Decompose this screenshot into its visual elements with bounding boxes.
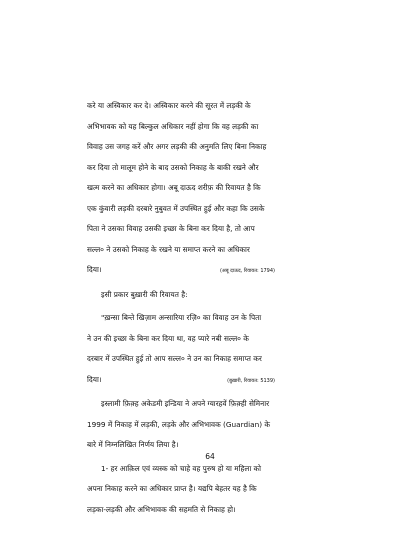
text-line: इस्लामी फ़िक़्ह अकेडमी इन्डिया ने अपने ग्यारहवें फ़िक़्ही सेमिनार bbox=[101, 399, 270, 408]
text-line: लड़का-लड़की और अभिभावक की सहमति से निकाह हो। bbox=[87, 504, 236, 514]
text-line: "ख़न्सा बिन्ते खिज़ाम अन्सारिया रज़ि० का विवाह उन के पिता bbox=[101, 313, 262, 322]
text-line: करे या अस्विकार कर दे। अस्विकार करने की सूरत में लड़की के bbox=[87, 101, 251, 110]
text-line: खत्म करने का अधिकार होगा। अबू दाऊद शरीफ़ की रिवायत है कि bbox=[87, 183, 261, 192]
paragraph-3-quote bbox=[87, 308, 337, 391]
text-line: बारे में निम्नलिखित निर्णय लिया है। bbox=[87, 440, 179, 449]
paragraph-2 bbox=[87, 285, 337, 306]
citation-reference: (अबू दाऊद, रिवायत: 1794) bbox=[219, 268, 275, 274]
text-line: दरबार में उपस्थित हुई तो आप सल्ल० ने उन का निकाह समाप्त कर bbox=[87, 354, 262, 363]
text-line-with-citation bbox=[87, 370, 337, 392]
text-line: इसी प्रकार बुख़ारी की रिवायत है: bbox=[101, 289, 188, 299]
text-line: 1- हर आक़िल एवं व्यस्क को चाहे वह पुरुष हो या महिला को bbox=[101, 463, 262, 473]
text-line-end: दिया। bbox=[87, 374, 102, 384]
text-line: अभिभावक को यह बिल्कुल अधिकार नहीं होगा कि वह लड़की का bbox=[87, 121, 259, 131]
paragraph-4 bbox=[87, 394, 337, 456]
paragraph-5 bbox=[87, 459, 337, 521]
text-line: ने उन की इच्छा के बिना कर दिया था, वह प्यारे नबी सल्ल० के bbox=[87, 333, 249, 343]
text-line: अपना निकाह करने का अधिकार प्राप्त है। यद्यपि बेहतर यह है कि bbox=[87, 484, 257, 493]
text-line: एक कुंवारी लड़की दरबारे नुबुवत में उपस्थित हुई और कहा कि उसके bbox=[87, 203, 265, 213]
citation-reference: (बुख़ारी, रिवायत: 5139) bbox=[227, 377, 275, 384]
text-line: कर दिया तो मालूम होने के बाद उसको निकाह के बाकी रखने और bbox=[87, 162, 259, 172]
paragraph-1 bbox=[87, 96, 337, 282]
page-number: 64 bbox=[205, 452, 215, 461]
text-line: 1999 में निकाह में लड़की, लड़के और अभिभावक (Guardian) के bbox=[87, 419, 270, 429]
text-line: विवाह उस जगह करें और अगर लड़की की अनुमति लिए बिना निकाह bbox=[87, 142, 267, 151]
text-line-with-citation bbox=[87, 260, 337, 282]
text-line: पिता ने उसका विवाह उसकी इच्छा के बिना कर दिया है, तो आप bbox=[87, 224, 255, 233]
text-line: सल्ल० ने उसको निकाह के रखने या समाप्त करने का अधिकार bbox=[87, 244, 250, 254]
text-line-end: दिया। bbox=[87, 265, 102, 274]
